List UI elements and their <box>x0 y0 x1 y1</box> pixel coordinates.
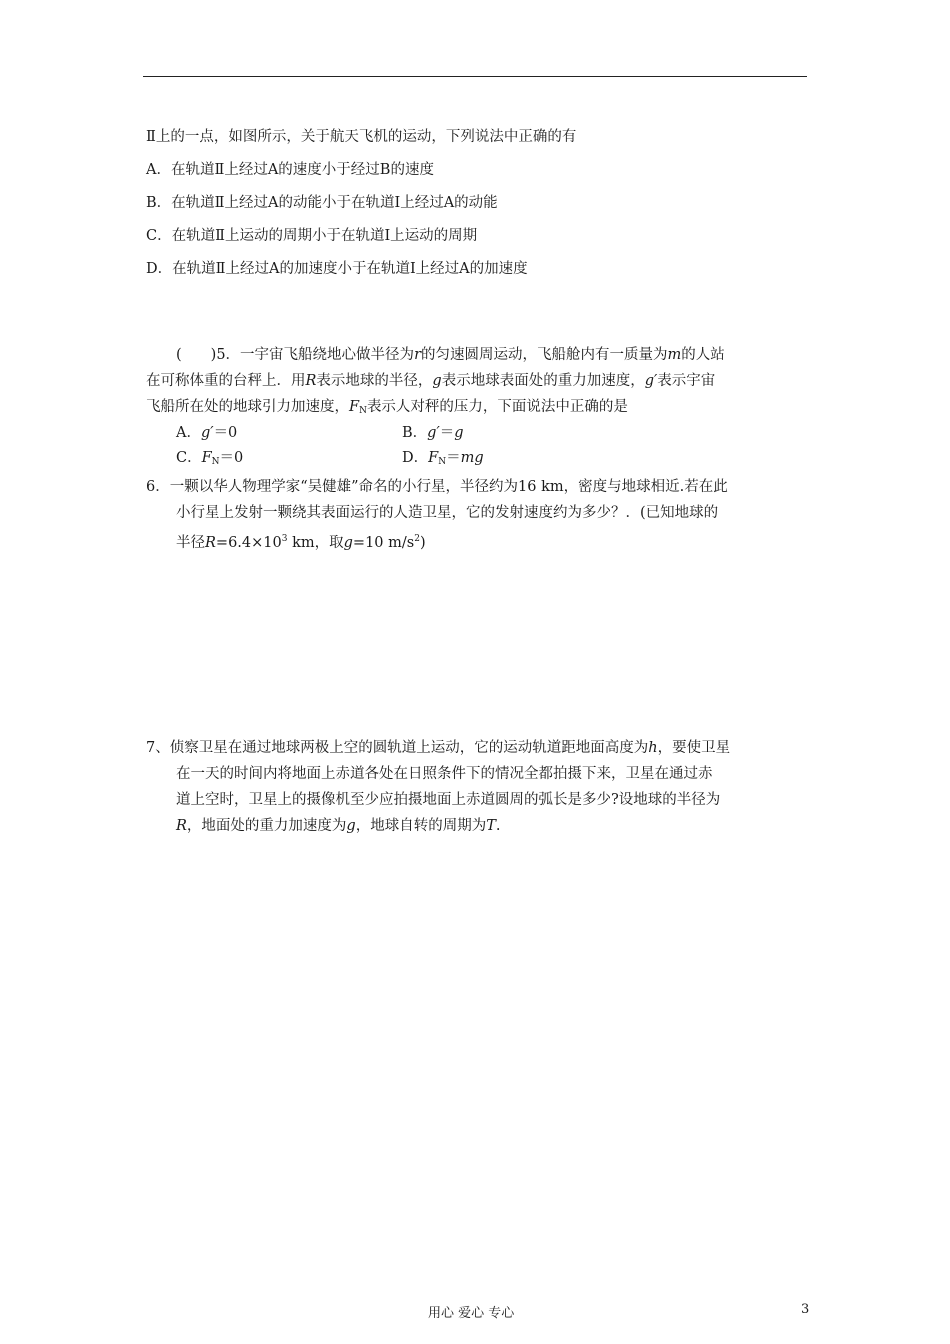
q7-line-2: 在一天的时间内将地面上赤道各处在日照条件下的情况全都拍摄下来，卫星在通过赤 <box>176 766 713 782</box>
q5-option-d: D．$F_N=mg$ <box>402 450 484 467</box>
q7-line-4: R，地面处的重力加速度为g，地球自转的周期为T. <box>176 818 501 834</box>
q4-option-b: B．在轨道Ⅱ上经过A的动能小于在轨道Ⅰ上经过A的动能 <box>146 195 498 211</box>
q5-line-1: ( )5．一宇宙飞船绕地心做半径为r的匀速圆周运动，飞船舱内有一质量为m的人站 <box>176 347 725 363</box>
q4-option-d: D．在轨道Ⅱ上经过A的加速度小于在轨道Ⅰ上经过A的加速度 <box>146 261 528 277</box>
answer-blank: ( ) <box>176 347 217 363</box>
q5-option-c: C．$F_N=0$ <box>176 450 244 467</box>
page-number: 3 <box>801 1302 810 1317</box>
q6-line-1: 6．一颗以华人物理学家“吴健雄”命名的小行星，半径约为16 km，密度与地球相近.若在此 <box>146 479 728 495</box>
q6-line-2: 小行星上发射一颗绕其表面运行的人造卫星，它的发射速度约为多少？．(已知地球的 <box>176 505 719 521</box>
q5-line-3: 飞船所在处的地球引力加速度，$F_N$表示人对秤的压力，下面说法中正确的是 <box>146 399 628 416</box>
q4-option-c: C．在轨道Ⅱ上运动的周期小于在轨道Ⅰ上运动的周期 <box>146 228 478 244</box>
q5-option-a: A．g′＝0 <box>176 425 238 441</box>
q4-stem-tail: Ⅱ上的一点，如图所示，关于航天飞机的运动，下列说法中正确的有 <box>146 129 577 145</box>
footer-motto: 用心 爱心 专心 <box>428 1306 515 1321</box>
q4-option-a: A．在轨道Ⅱ上经过A的速度小于经过B的速度 <box>146 162 434 178</box>
q6-line-3: 半径$R=6.4\times 10^3$ km，取g=10 $m/s^2$) <box>176 534 426 551</box>
q5-option-b: B．g′＝g <box>402 425 464 441</box>
q7-line-1: 7、侦察卫星在通过地球两极上空的圆轨道上运动，它的运动轨道距地面高度为h，要使卫星 <box>146 740 731 756</box>
q7-line-3: 道上空时，卫星上的摄像机至少应拍摄地面上赤道圆周的弧长是多少?设地球的半径为 <box>176 792 721 808</box>
header-rule <box>143 76 807 77</box>
q5-line-2: 在可称体重的台秤上．用R表示地球的半径，g表示地球表面处的重力加速度，g′表示宇宙 <box>146 373 716 389</box>
